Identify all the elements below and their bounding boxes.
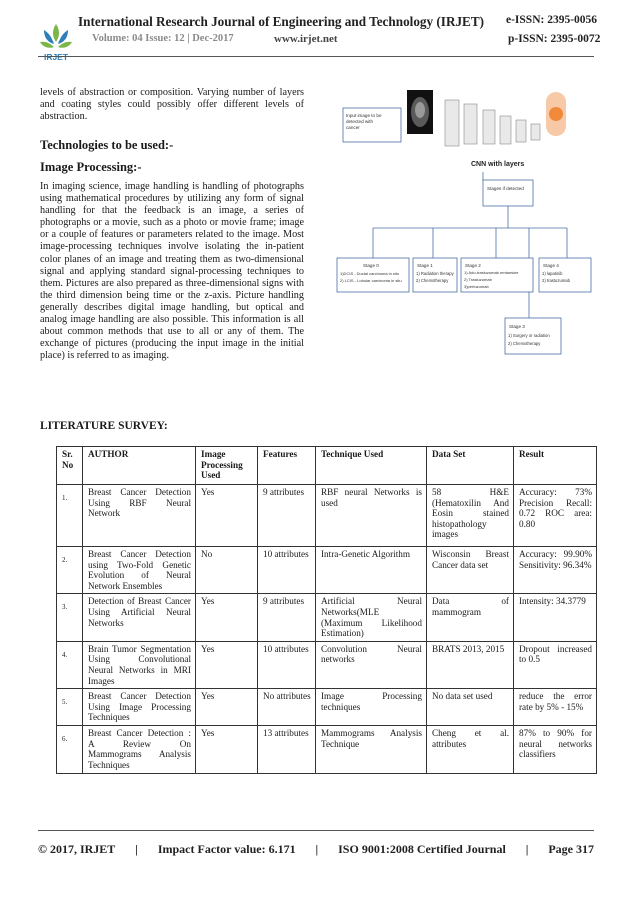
cell-sr-no: 5. xyxy=(57,689,83,726)
cell-result: Accuracy: 73% Precision Recall: 0.72 ROC area: 0.80 xyxy=(514,485,597,547)
table-header-row xyxy=(57,447,597,485)
svg-text:Stages if detected: Stages if detected xyxy=(487,186,524,191)
cell-technique: Intra-Genetic Algorithm xyxy=(316,547,427,594)
journal-title: International Research Journal of Engineering and Technology (IRJET) xyxy=(78,14,485,29)
svg-text:Stage 4: Stage 4 xyxy=(543,263,559,268)
cell-features: 10 attributes xyxy=(258,641,316,688)
footer-separator: | xyxy=(135,842,138,856)
cell-features: 9 attributes xyxy=(258,594,316,641)
svg-text:2) Chemotherapy: 2) Chemotherapy xyxy=(508,341,541,346)
cell-result: 87% to 90% for neural networks classifiers xyxy=(514,725,597,773)
cell-image-processing: Yes xyxy=(196,485,258,547)
cell-technique: Artificial Neural Networks(MLE (Maximum Likelihood Estimation) xyxy=(316,594,427,641)
table-row xyxy=(57,641,597,688)
cell-data-set: No data set used xyxy=(427,689,514,726)
header-divider xyxy=(38,56,594,57)
footer-separator: | xyxy=(315,842,319,856)
image-processing-heading: Image Processing:- xyxy=(40,160,142,174)
svg-text:3)pertuzumab: 3)pertuzumab xyxy=(464,284,489,289)
svg-text:1) Ado-trastuzumab emtansine: 1) Ado-trastuzumab emtansine xyxy=(464,270,519,275)
cell-features: 9 attributes xyxy=(258,485,316,547)
cell-sr-no: 1. xyxy=(57,485,83,547)
cell-image-processing: Yes xyxy=(196,594,258,641)
col-header-author: AUTHOR xyxy=(83,447,196,485)
svg-text:Stage 3: Stage 3 xyxy=(509,324,525,329)
cell-sr-no: 6. xyxy=(57,725,83,773)
col-header-features: Features xyxy=(258,447,316,485)
cell-data-set: Data of mammogram xyxy=(427,594,514,641)
cell-author: Breast Cancer Detection Using RBF Neural Network xyxy=(83,485,196,547)
footer-copyright: © 2017, IRJET xyxy=(38,842,116,856)
col-header-technique: Technique Used xyxy=(316,447,427,485)
irjet-logo xyxy=(38,20,74,64)
journal-website-link[interactable]: www.irjet.net xyxy=(274,33,338,45)
literature-survey-heading: LITERATURE SURVEY: xyxy=(40,420,168,432)
cell-result: Dropout increased to 0.5 xyxy=(514,641,597,688)
cell-author: Detection of Breast Cancer Using Artificial Neural Networks xyxy=(83,594,196,641)
cnn-label: CNN with layers xyxy=(471,161,525,168)
cell-image-processing: Yes xyxy=(196,641,258,688)
svg-text:1) Surgery or radiation: 1) Surgery or radiation xyxy=(508,333,550,338)
cell-features: No attributes xyxy=(258,689,316,726)
footer-divider xyxy=(38,830,594,831)
cell-sr-no: 2. xyxy=(57,547,83,594)
table-row xyxy=(57,725,597,773)
cell-data-set: Wisconsin Breast Cancer data set xyxy=(427,547,514,594)
footer-impact-factor: Impact Factor value: 6.171 xyxy=(157,842,296,856)
logo-text: IRJET xyxy=(43,52,69,62)
p-issn: p-ISSN: 2395-0072 xyxy=(508,33,601,45)
cell-author: Breast Cancer Detection using Two-Fold Genetic Evolution of Neural Network Ensembles xyxy=(83,547,196,594)
cell-data-set: BRATS 2013, 2015 xyxy=(427,641,514,688)
cell-result: Accuracy: 99.90% Sensitivity: 96.34% xyxy=(514,547,597,594)
volume-issue: Volume: 04 Issue: 12 | Dec-2017 xyxy=(92,33,234,44)
cell-sr-no: 3. xyxy=(57,594,83,641)
cell-author: Breast Cancer Detection Using Image Processing Techniques xyxy=(83,689,196,726)
cell-data-set: Cheng et al. attributes xyxy=(427,725,514,773)
footer-page-number: Page 317 xyxy=(548,842,594,856)
stages-box xyxy=(483,180,533,206)
svg-text:Stage 1: Stage 1 xyxy=(417,263,433,268)
image-processing-paragraph: In imaging science, image handling is handling of photographs using mathematical procedures by utilizing any form of signal handling for that the feedback is an image, a series of photographs or a movie, such as a photo or movie frame; image or a couple of features or parameters related to the image. Most image-processing techniques involve isolating the in-patient color planes of an image and treating them as two-dimensional signal and applying standard signal-processing techniques to them. Pictures are also prepared as three-dimensional signs with the third dimension being time or the z-axis. Picture handling generally describes digital image handling, but optical and analog image handling are also possible. This information is all about common methods that use to all or any of them. The exchange of pictures (producing the input image in the initial place) is referred to as imaging. xyxy=(40,181,304,362)
table-row xyxy=(57,485,597,547)
svg-text:2) LCIS - Lobular carcinoma in: 2) LCIS - Lobular carcinoma in situ xyxy=(340,278,402,283)
cell-technique: Convolution Neural networks xyxy=(316,641,427,688)
svg-text:Stage 2: Stage 2 xyxy=(465,263,481,268)
cell-features: 10 attributes xyxy=(258,547,316,594)
technologies-heading: Technologies to be used:- xyxy=(40,138,174,152)
table-row xyxy=(57,547,597,594)
intro-paragraph: levels of abstraction or composition. Varying number of layers and coating styles could possibly offer different levels of abstraction. xyxy=(40,87,304,123)
svg-text:1) Radiation therapy: 1) Radiation therapy xyxy=(416,271,454,276)
input-image-label: Input image to be detected with cancer xyxy=(346,113,382,130)
cell-author: Brain Tumor Segmentation Using Convolutional Neural Networks in MRI Images xyxy=(83,641,196,688)
table-row xyxy=(57,689,597,726)
cell-data-set: 58 H&E (Hematoxilin And Eosin stained histopathology images xyxy=(427,485,514,547)
col-header-result: Result xyxy=(514,447,597,485)
footer-separator: | xyxy=(525,842,529,856)
cell-result: reduce the error rate by 5% - 15% xyxy=(514,689,597,726)
literature-survey-table xyxy=(56,446,597,774)
cell-image-processing: Yes xyxy=(196,689,258,726)
cnn-pipeline-figure xyxy=(333,86,595,384)
col-header-data-set: Data Set xyxy=(427,447,514,485)
cell-technique: Mammograms Analysis Technique xyxy=(316,725,427,773)
col-header-image-processing: Image Processing Used xyxy=(196,447,258,485)
svg-text:2) Chemotherapy: 2) Chemotherapy xyxy=(416,278,449,283)
cell-image-processing: Yes xyxy=(196,725,258,773)
page-footer xyxy=(38,842,594,857)
cell-result: Intensity: 34.3779 xyxy=(514,594,597,641)
cell-technique: RBF neural Networks is used xyxy=(316,485,427,547)
cell-features: 13 attributes xyxy=(258,725,316,773)
table-row xyxy=(57,594,597,641)
svg-text:2) Trastuzumab: 2) Trastuzumab xyxy=(464,277,492,282)
svg-text:1)DCIS - Ductal carcinoma in s: 1)DCIS - Ductal carcinoma in situ xyxy=(340,271,400,276)
cell-technique: Image Processing techniques xyxy=(316,689,427,726)
svg-text:1) lapatinib: 1) lapatinib xyxy=(542,271,563,276)
svg-text:Stage 0: Stage 0 xyxy=(363,263,379,268)
cell-sr-no: 4. xyxy=(57,641,83,688)
e-issn: e-ISSN: 2395-0056 xyxy=(506,14,598,26)
cell-author: Breast Cancer Detection : A Review On Mammograms Analysis Techniques xyxy=(83,725,196,773)
col-header-sr-no: Sr. No xyxy=(57,447,83,485)
footer-iso: ISO 9001:2008 Certified Journal xyxy=(338,842,506,856)
cell-image-processing: No xyxy=(196,547,258,594)
svg-text:2) trastuzumab: 2) trastuzumab xyxy=(542,278,570,283)
